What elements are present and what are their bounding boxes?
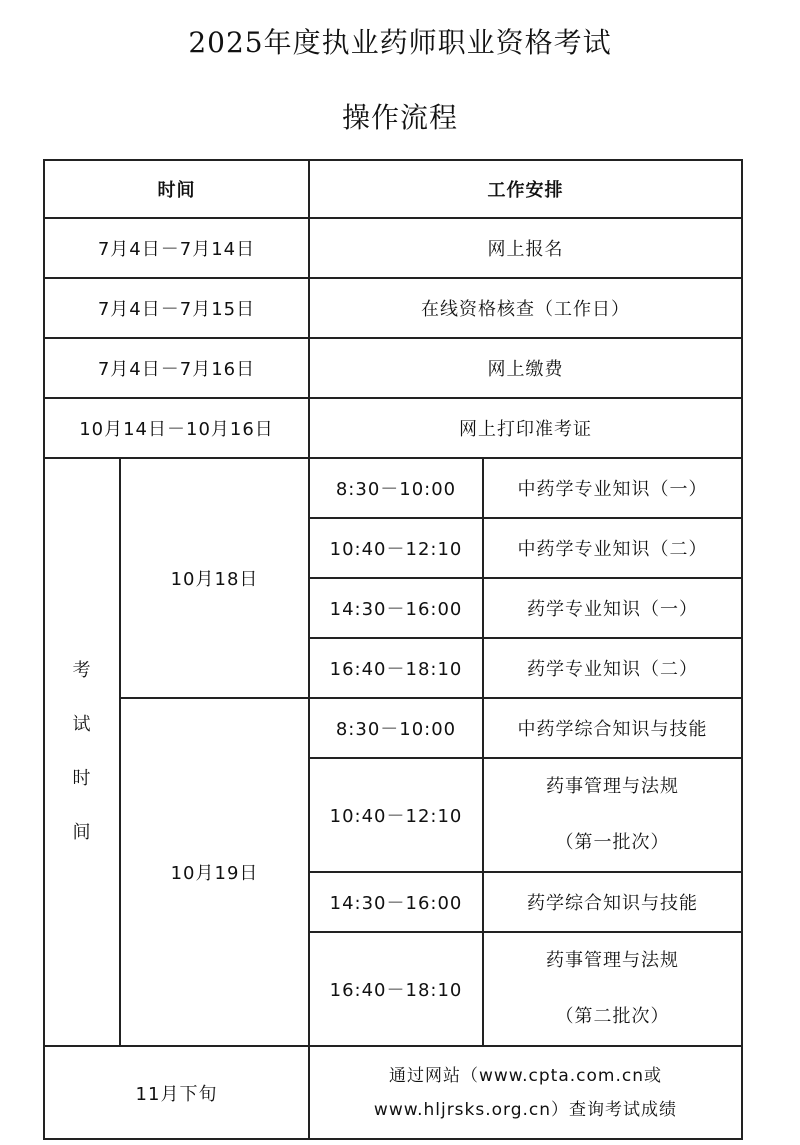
table-row [44, 218, 742, 278]
results-date: 11月下旬 [44, 1046, 309, 1139]
document-subtitle: 操作流程 [341, 101, 458, 134]
table-row [44, 338, 742, 398]
exam-session-time: 10:40－12:10 [309, 758, 483, 872]
table-row [44, 698, 742, 758]
table-row [44, 398, 742, 458]
schedule-table [43, 159, 743, 1140]
exam-subject: 药学综合知识与技能 [483, 872, 742, 932]
exam-date: 10月19日 [120, 698, 309, 1046]
header-time: 时间 [44, 160, 309, 218]
table-row [44, 1046, 742, 1139]
exam-subject-line: 药事管理与法规 [546, 950, 679, 971]
exam-subject: 中药学综合知识与技能 [483, 698, 742, 758]
document-title: 2025年度执业药师职业资格考试 [188, 26, 612, 59]
schedule-date: 10月14日－10月16日 [44, 398, 309, 458]
exam-session-time: 14:30－16:00 [309, 578, 483, 638]
exam-subject-batch: （第二批次） [555, 1006, 670, 1027]
exam-label-char: 试 [72, 714, 92, 735]
exam-session-time: 16:40－18:10 [309, 932, 483, 1046]
exam-subject: 药学专业知识（一） [483, 578, 742, 638]
exam-subject: 药学专业知识（二） [483, 638, 742, 698]
results-line: www.hljrsks.org.cn）查询考试成绩 [373, 1099, 678, 1120]
table-row [44, 278, 742, 338]
schedule-task: 网上缴费 [309, 338, 742, 398]
schedule-date: 7月4日－7月15日 [44, 278, 309, 338]
exam-subject [483, 932, 742, 1046]
header-work: 工作安排 [309, 160, 742, 218]
exam-time-label [44, 458, 120, 1046]
exam-subject [483, 758, 742, 872]
schedule-date: 7月4日－7月14日 [44, 218, 309, 278]
exam-subject-line: 药事管理与法规 [546, 776, 679, 797]
table-row [44, 458, 742, 518]
schedule-task: 在线资格核查（工作日） [309, 278, 742, 338]
exam-label-char: 时 [72, 768, 92, 789]
exam-date: 10月18日 [120, 458, 309, 698]
results-info [309, 1046, 742, 1139]
results-line: 通过网站（www.cpta.com.cn或 [388, 1065, 662, 1086]
table-header-row [44, 160, 742, 218]
exam-label-char: 间 [72, 822, 92, 843]
exam-subject-batch: （第一批次） [555, 832, 670, 853]
exam-session-time: 16:40－18:10 [309, 638, 483, 698]
exam-subject: 中药学专业知识（一） [483, 458, 742, 518]
exam-label-char: 考 [72, 660, 92, 681]
schedule-task: 网上报名 [309, 218, 742, 278]
exam-session-time: 10:40－12:10 [309, 518, 483, 578]
schedule-task: 网上打印准考证 [309, 398, 742, 458]
schedule-date: 7月4日－7月16日 [44, 338, 309, 398]
exam-session-time: 8:30－10:00 [309, 458, 483, 518]
exam-session-time: 8:30－10:00 [309, 698, 483, 758]
exam-session-time: 14:30－16:00 [309, 872, 483, 932]
exam-subject: 中药学专业知识（二） [483, 518, 742, 578]
